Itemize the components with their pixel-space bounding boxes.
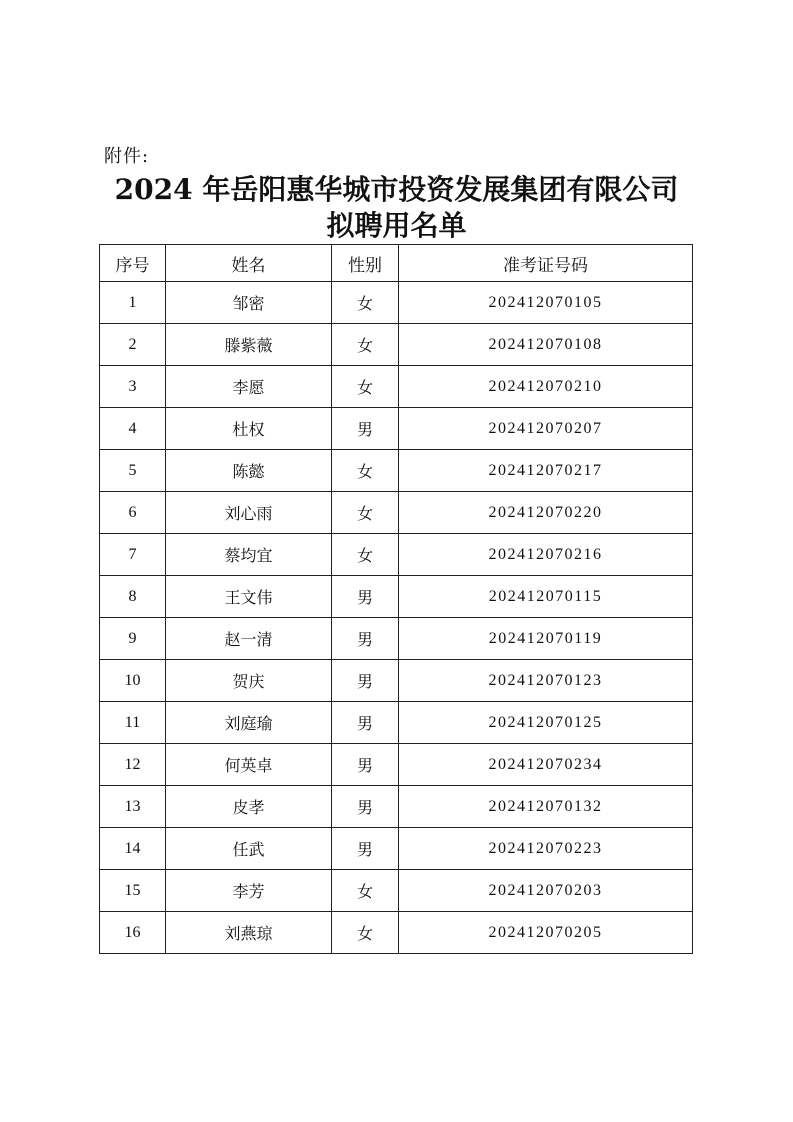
row-name: 任武 [166, 828, 332, 870]
row-exam-id: 202412070205 [399, 912, 693, 954]
row-gender: 男 [332, 702, 399, 744]
row-exam-id: 202412070115 [399, 576, 693, 618]
table-row [100, 786, 693, 828]
row-name: 赵一清 [166, 618, 332, 660]
row-exam-id: 202412070132 [399, 786, 693, 828]
header-serial-number: 序号 [100, 245, 166, 282]
table-row [100, 744, 693, 786]
row-serial-number: 7 [100, 534, 166, 576]
row-serial-number: 15 [100, 870, 166, 912]
header-gender: 性别 [332, 245, 399, 282]
row-serial-number: 1 [100, 282, 166, 324]
row-exam-id: 202412070108 [399, 324, 693, 366]
row-serial-number: 6 [100, 492, 166, 534]
table-row [100, 828, 693, 870]
row-exam-id: 202412070217 [399, 450, 693, 492]
row-name: 贺庆 [166, 660, 332, 702]
table-row [100, 618, 693, 660]
row-exam-id: 202412070220 [399, 492, 693, 534]
row-gender: 男 [332, 408, 399, 450]
row-gender: 女 [332, 282, 399, 324]
row-serial-number: 14 [100, 828, 166, 870]
row-gender: 男 [332, 786, 399, 828]
row-exam-id: 202412070125 [399, 702, 693, 744]
row-exam-id: 202412070210 [399, 366, 693, 408]
row-name: 邹密 [166, 282, 332, 324]
row-serial-number: 9 [100, 618, 166, 660]
row-name: 刘燕琼 [166, 912, 332, 954]
row-name: 蔡均宜 [166, 534, 332, 576]
row-exam-id: 202412070105 [399, 282, 693, 324]
table-header-row [100, 245, 693, 282]
table-row [100, 366, 693, 408]
row-gender: 女 [332, 324, 399, 366]
row-serial-number: 16 [100, 912, 166, 954]
table-row [100, 282, 693, 324]
table-row [100, 870, 693, 912]
row-name: 杜权 [166, 408, 332, 450]
row-exam-id: 202412070234 [399, 744, 693, 786]
candidate-table [99, 244, 693, 954]
row-exam-id: 202412070207 [399, 408, 693, 450]
row-gender: 女 [332, 870, 399, 912]
row-serial-number: 11 [100, 702, 166, 744]
row-gender: 男 [332, 744, 399, 786]
row-serial-number: 10 [100, 660, 166, 702]
table-row [100, 324, 693, 366]
row-serial-number: 5 [100, 450, 166, 492]
table-row [100, 576, 693, 618]
row-gender: 女 [332, 492, 399, 534]
row-gender: 女 [332, 450, 399, 492]
row-gender: 女 [332, 366, 399, 408]
attachment-label: 附件: [104, 146, 150, 167]
table-row [100, 534, 693, 576]
row-serial-number: 3 [100, 366, 166, 408]
row-serial-number: 13 [100, 786, 166, 828]
row-exam-id: 202412070119 [399, 618, 693, 660]
header-exam-id: 准考证号码 [399, 245, 693, 282]
row-name: 滕紫薇 [166, 324, 332, 366]
row-serial-number: 2 [100, 324, 166, 366]
row-name: 刘心雨 [166, 492, 332, 534]
table-row [100, 912, 693, 954]
row-exam-id: 202412070216 [399, 534, 693, 576]
row-name: 陈懿 [166, 450, 332, 492]
table-row [100, 702, 693, 744]
row-name: 王文伟 [166, 576, 332, 618]
row-name: 何英卓 [166, 744, 332, 786]
row-gender: 男 [332, 576, 399, 618]
table-row [100, 450, 693, 492]
row-name: 李愿 [166, 366, 332, 408]
row-serial-number: 8 [100, 576, 166, 618]
row-gender: 女 [332, 534, 399, 576]
row-serial-number: 4 [100, 408, 166, 450]
row-name: 皮孝 [166, 786, 332, 828]
table-body [100, 282, 693, 954]
table-row [100, 408, 693, 450]
table-row [100, 492, 693, 534]
row-gender: 男 [332, 828, 399, 870]
document-subtitle: 拟聘用名单 [326, 209, 467, 242]
table-row [100, 660, 693, 702]
header-name: 姓名 [166, 245, 332, 282]
row-exam-id: 202412070123 [399, 660, 693, 702]
row-name: 李芳 [166, 870, 332, 912]
row-serial-number: 12 [100, 744, 166, 786]
row-exam-id: 202412070203 [399, 870, 693, 912]
row-name: 刘庭瑜 [166, 702, 332, 744]
row-gender: 男 [332, 660, 399, 702]
row-exam-id: 202412070223 [399, 828, 693, 870]
document-title: 2024 年岳阳惠华城市投资发展集团有限公司 [114, 173, 679, 206]
row-gender: 女 [332, 912, 399, 954]
row-gender: 男 [332, 618, 399, 660]
